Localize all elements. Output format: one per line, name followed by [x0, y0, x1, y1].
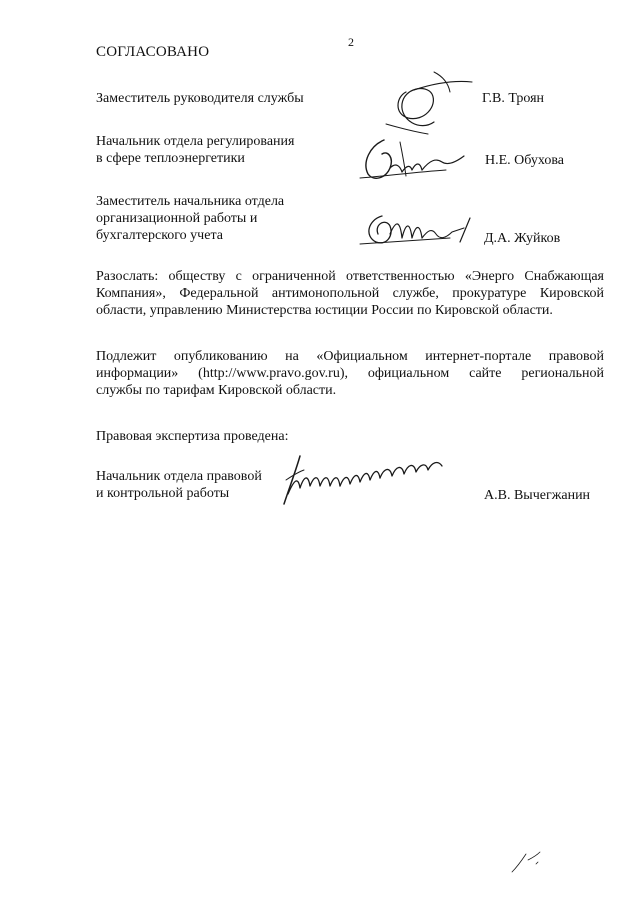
distribution-line: Разослать: обществу с ограниченной ответственностью «Энерго Снабжающая — [96, 269, 604, 284]
approver-2-role-line: в сфере теплоэнергетики — [96, 151, 245, 166]
legal-reviewer-role-line: и контрольной работы — [96, 486, 230, 501]
approver-2-name: Н.Е. Обухова — [485, 153, 564, 168]
legal-review-note: Правовая экспертиза проведена: — [96, 429, 289, 444]
approver-2-role — [96, 133, 346, 167]
approver-1-signature — [376, 62, 476, 137]
publication-line: информации» (http://www.pravo.gov.ru), официальном сайте региональной — [96, 366, 604, 381]
approver-1-role-line: Заместитель руководителя службы — [96, 91, 304, 106]
distribution-paragraph — [96, 268, 604, 319]
distribution-line: Компания», Федеральной антимонопольной службе, прокуратуре Кировской — [96, 286, 604, 301]
distribution-line: области, управлению Министерства юстиции России по Кировской области. — [96, 303, 553, 318]
approver-2-role-line: Начальник отдела регулирования — [96, 134, 295, 149]
legal-reviewer-role-line: Начальник отдела правовой — [96, 469, 262, 484]
approval-heading: СОГЛАСОВАНО — [96, 44, 210, 60]
publication-line: службы по тарифам Кировской области. — [96, 383, 337, 398]
approver-1-name: Г.В. Троян — [482, 91, 545, 106]
legal-reviewer-name: А.В. Вычегжанин — [484, 488, 591, 503]
approver-3-signature — [360, 210, 490, 250]
page-number: 2 — [348, 35, 354, 49]
publication-line: Подлежит опубликованию на «Официальном интернет-портале правовой — [96, 349, 604, 364]
approver-2-signature — [356, 132, 476, 187]
margin-mark — [508, 846, 548, 876]
approver-3-name: Д.А. Жуйков — [484, 231, 561, 246]
legal-reviewer-signature — [280, 450, 460, 510]
approver-3-role-line: Заместитель начальника отдела — [96, 194, 285, 209]
approver-3-role-line: организационной работы и — [96, 211, 258, 226]
approver-1-role — [96, 90, 346, 107]
publication-paragraph — [96, 348, 604, 399]
approver-3-role-line: бухгалтерского учета — [96, 228, 223, 243]
approver-3-role — [96, 193, 346, 244]
